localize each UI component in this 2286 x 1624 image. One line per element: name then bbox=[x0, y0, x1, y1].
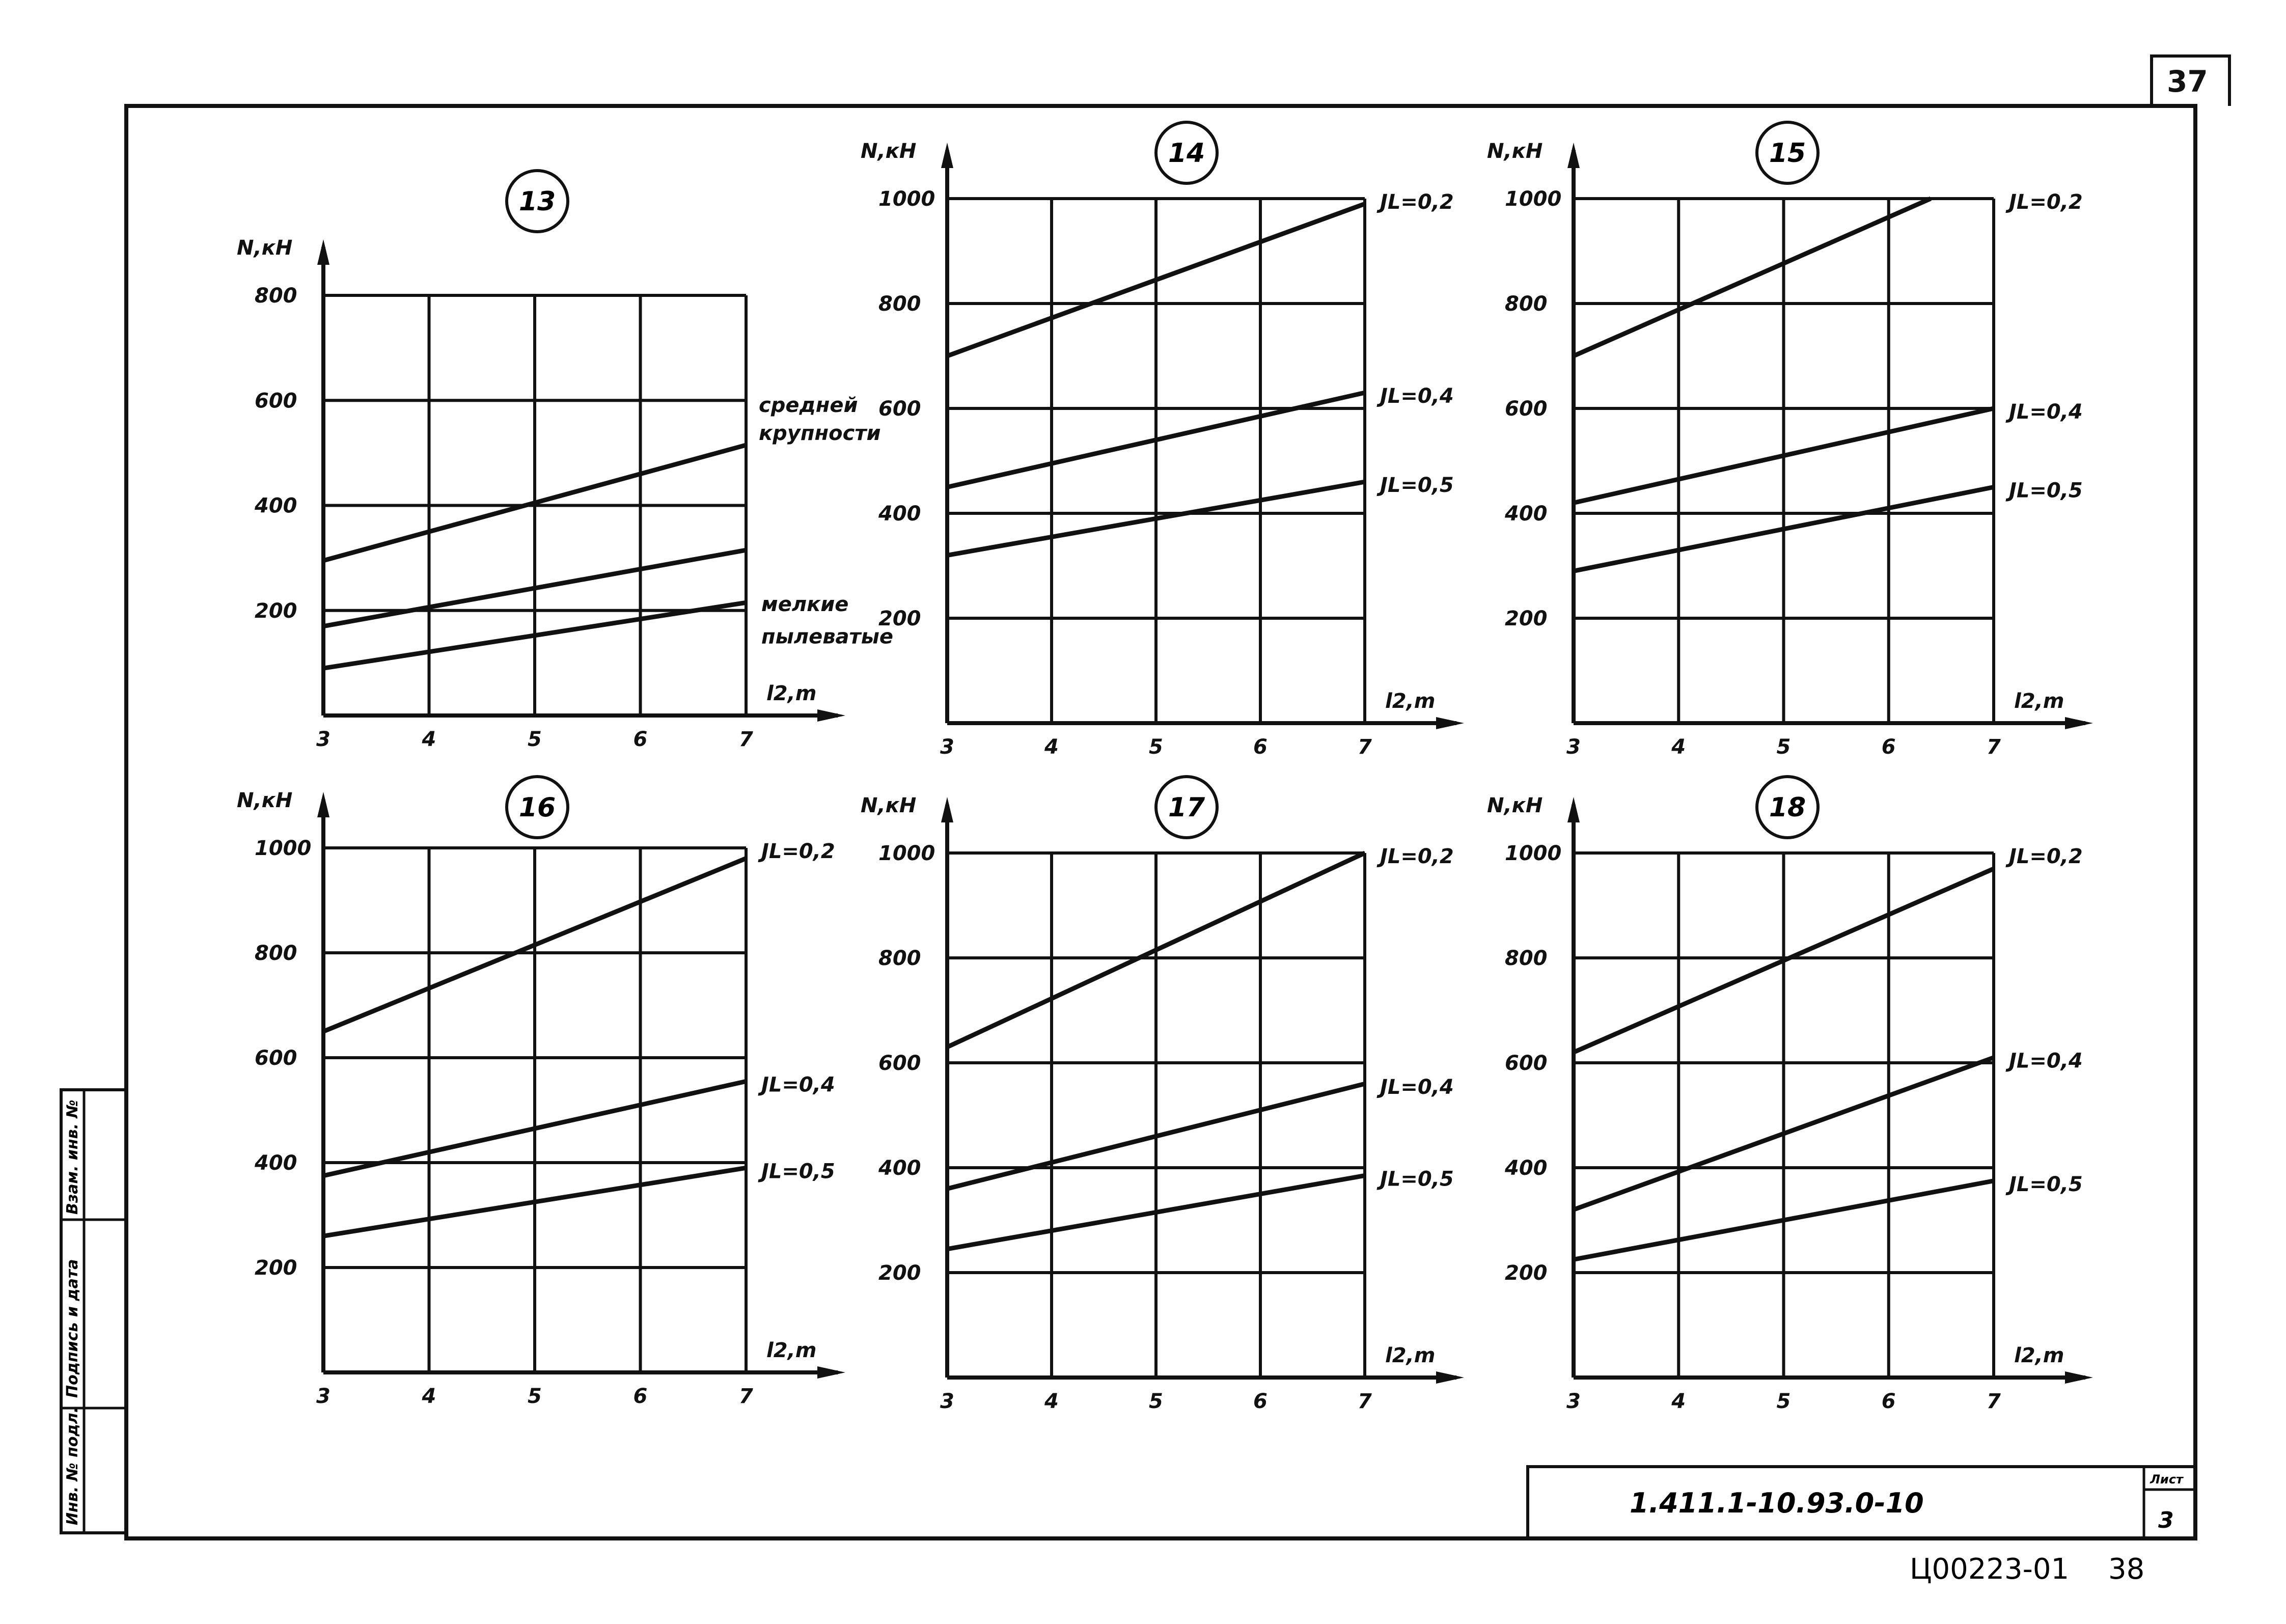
x-tick-label: 6 bbox=[633, 1385, 648, 1408]
chart-18 bbox=[1487, 777, 2093, 1413]
y-tick-label: 400 bbox=[878, 1157, 921, 1180]
chart-grid bbox=[323, 295, 746, 715]
x-tick-label: 5 bbox=[528, 728, 542, 751]
y-axis-arrow bbox=[1567, 797, 1580, 822]
chart-16 bbox=[237, 777, 845, 1408]
x-tick-label: 5 bbox=[1776, 735, 1791, 759]
y-axis-label: N,кН bbox=[237, 236, 293, 260]
x-tick-label: 6 bbox=[633, 728, 648, 751]
chart-number: 17 bbox=[1168, 792, 1205, 823]
series-label: JL=0,5 bbox=[1380, 474, 1454, 498]
series-label: крупности bbox=[759, 421, 881, 445]
x-tick-label: 3 bbox=[1566, 735, 1581, 759]
x-tick-label: 3 bbox=[316, 728, 330, 751]
y-tick-label: 1000 bbox=[255, 837, 312, 860]
x-tick-label: 4 bbox=[422, 1385, 436, 1408]
series-label: мелкие bbox=[761, 593, 849, 617]
x-tick-label: 3 bbox=[940, 735, 954, 759]
series-label: JL=0,4 bbox=[761, 1073, 835, 1097]
y-tick-label: 400 bbox=[255, 494, 297, 518]
x-axis-label: l2,m bbox=[766, 1339, 817, 1362]
chart-grid bbox=[947, 199, 1365, 723]
y-tick-label: 200 bbox=[1505, 1261, 1548, 1285]
series-label: JL=0,2 bbox=[2009, 845, 2083, 868]
bottom-stamp: Ц00223-01 bbox=[1910, 1553, 2070, 1586]
x-axis-label: l2,m bbox=[2014, 690, 2064, 713]
y-tick-label: 400 bbox=[878, 502, 921, 526]
series-label: пылеватые bbox=[761, 625, 894, 649]
y-tick-label: 800 bbox=[1505, 947, 1548, 970]
series-label: JL=0,2 bbox=[2009, 190, 2083, 214]
y-tick-label: 1000 bbox=[878, 187, 935, 211]
y-tick-label: 800 bbox=[255, 942, 297, 965]
chart-number: 13 bbox=[518, 186, 556, 217]
y-tick-label: 200 bbox=[1505, 607, 1548, 630]
x-tick-label: 3 bbox=[1566, 1390, 1581, 1413]
y-tick-label: 600 bbox=[1505, 1052, 1548, 1075]
x-tick-label: 5 bbox=[1149, 1390, 1163, 1413]
chart-14 bbox=[861, 122, 1464, 759]
y-axis-label: N,кН bbox=[861, 140, 917, 163]
x-axis-label: l2,m bbox=[1385, 690, 1436, 713]
series-label: JL=0,5 bbox=[761, 1160, 835, 1183]
x-tick-label: 5 bbox=[528, 1385, 542, 1408]
series-label: JL=0,2 bbox=[761, 840, 835, 863]
x-axis-label: l2,m bbox=[2014, 1344, 2064, 1367]
x-tick-label: 6 bbox=[1881, 735, 1896, 759]
x-axis-label: l2,m bbox=[1385, 1344, 1436, 1367]
y-tick-label: 600 bbox=[878, 397, 921, 421]
y-tick-label: 800 bbox=[878, 292, 921, 316]
chart-grid bbox=[1574, 853, 1994, 1378]
sheet-label: Лист bbox=[2150, 1472, 2183, 1487]
x-axis-arrow bbox=[817, 1366, 845, 1379]
y-axis-label: N,кН bbox=[237, 789, 293, 812]
chart-grid bbox=[323, 848, 746, 1372]
series-label: JL=0,4 bbox=[2009, 1049, 2083, 1073]
series-label: JL=0,5 bbox=[2009, 1172, 2083, 1196]
x-tick-label: 7 bbox=[739, 1385, 753, 1408]
x-tick-label: 7 bbox=[1987, 735, 2001, 759]
x-axis-arrow bbox=[2065, 1371, 2093, 1384]
series-label: JL=0,4 bbox=[1380, 1076, 1454, 1099]
x-axis-arrow bbox=[2065, 717, 2093, 729]
y-axis-arrow bbox=[317, 239, 329, 265]
y-axis-arrow bbox=[317, 792, 329, 817]
x-tick-label: 7 bbox=[1358, 1390, 1372, 1413]
y-tick-label: 200 bbox=[878, 607, 921, 630]
title-block bbox=[1528, 1467, 2195, 1538]
x-axis-label: l2,m bbox=[766, 682, 817, 705]
x-tick-label: 7 bbox=[1358, 735, 1372, 759]
chart-grid bbox=[947, 853, 1365, 1378]
y-tick-label: 600 bbox=[255, 389, 297, 413]
series-label: JL=0,4 bbox=[2009, 400, 2083, 424]
doc-code: 1.411.1-10.93.0-10 bbox=[1630, 1487, 1924, 1519]
chart-17 bbox=[861, 777, 1464, 1413]
y-axis-arrow bbox=[1567, 143, 1580, 168]
x-tick-label: 4 bbox=[1044, 735, 1059, 759]
y-tick-label: 200 bbox=[255, 599, 297, 623]
x-tick-label: 4 bbox=[422, 728, 436, 751]
side-stamp-replace: Взам. инв. № bbox=[64, 1099, 81, 1215]
y-tick-label: 1000 bbox=[1505, 187, 1562, 211]
y-tick-label: 400 bbox=[255, 1151, 297, 1175]
x-tick-label: 5 bbox=[1149, 735, 1163, 759]
bottom-page: 38 bbox=[2108, 1553, 2145, 1586]
y-tick-label: 800 bbox=[1505, 292, 1548, 316]
x-tick-label: 4 bbox=[1044, 1390, 1059, 1413]
x-tick-label: 6 bbox=[1881, 1390, 1896, 1413]
x-tick-label: 3 bbox=[316, 1385, 330, 1408]
series-label: JL=0,2 bbox=[1380, 845, 1454, 868]
y-tick-label: 400 bbox=[1505, 502, 1548, 526]
y-axis-label: N,кН bbox=[861, 794, 917, 817]
series-line bbox=[1574, 199, 1931, 356]
x-axis-arrow bbox=[1436, 1371, 1464, 1384]
x-tick-label: 7 bbox=[739, 728, 753, 751]
chart-number: 15 bbox=[1769, 138, 1806, 169]
chart-15 bbox=[1487, 122, 2093, 759]
x-tick-label: 7 bbox=[1987, 1390, 2001, 1413]
chart-13 bbox=[237, 171, 893, 751]
y-tick-label: 800 bbox=[878, 947, 921, 970]
x-axis-arrow bbox=[817, 709, 845, 722]
y-axis-label: N,кН bbox=[1487, 794, 1543, 817]
y-axis-arrow bbox=[941, 797, 953, 822]
side-stamp bbox=[61, 1090, 126, 1533]
sheet-number: 3 bbox=[2158, 1507, 2174, 1533]
series-label: JL=0,5 bbox=[1380, 1167, 1454, 1191]
side-stamp-sign: Подпись и дата bbox=[64, 1259, 81, 1398]
y-tick-label: 400 bbox=[1505, 1157, 1548, 1180]
corner-number: 37 bbox=[2167, 64, 2208, 99]
series-label: средней bbox=[759, 393, 858, 417]
x-tick-label: 5 bbox=[1776, 1390, 1791, 1413]
x-tick-label: 6 bbox=[1253, 1390, 1268, 1413]
x-tick-label: 4 bbox=[1671, 735, 1686, 759]
chart-grid bbox=[1574, 199, 1994, 723]
x-tick-label: 4 bbox=[1671, 1390, 1686, 1413]
y-tick-label: 1000 bbox=[1505, 842, 1562, 865]
y-tick-label: 600 bbox=[878, 1052, 921, 1075]
x-tick-label: 6 bbox=[1253, 735, 1268, 759]
y-axis-label: N,кН bbox=[1487, 140, 1543, 163]
x-tick-label: 3 bbox=[940, 1390, 954, 1413]
series-label: JL=0,2 bbox=[1380, 190, 1454, 214]
y-tick-label: 200 bbox=[878, 1261, 921, 1285]
side-stamp-inv: Инв. № подл. bbox=[64, 1407, 81, 1525]
y-tick-label: 1000 bbox=[878, 842, 935, 865]
y-axis-arrow bbox=[941, 143, 953, 168]
chart-number: 14 bbox=[1168, 138, 1205, 169]
x-axis-arrow bbox=[1436, 717, 1464, 729]
chart-number: 18 bbox=[1769, 792, 1806, 823]
y-tick-label: 800 bbox=[255, 284, 297, 308]
series-label: JL=0,5 bbox=[2009, 479, 2083, 503]
y-tick-label: 600 bbox=[1505, 397, 1548, 421]
chart-number: 16 bbox=[518, 792, 556, 823]
charts-layer bbox=[237, 122, 2093, 1413]
y-tick-label: 600 bbox=[255, 1047, 297, 1070]
y-tick-label: 200 bbox=[255, 1256, 297, 1280]
series-label: JL=0,4 bbox=[1380, 384, 1454, 408]
